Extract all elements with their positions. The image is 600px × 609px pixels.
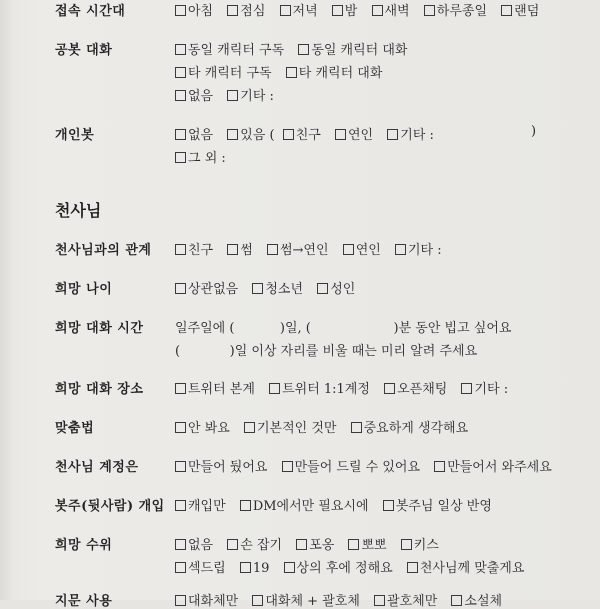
option-dm-only[interactable]	[240, 499, 369, 514]
option-follow-angel[interactable]	[407, 561, 525, 576]
option-label: 하루종일	[436, 4, 487, 19]
cutoff-options	[175, 590, 512, 609]
checkbox[interactable]	[175, 283, 186, 294]
option-label: 키스	[413, 538, 439, 553]
checkbox[interactable]	[175, 595, 186, 606]
option-label: 상의 후에 정해요	[296, 561, 393, 576]
level-line-2	[175, 557, 534, 576]
option-label: 썸	[240, 243, 253, 258]
option-kiss[interactable]	[401, 538, 439, 553]
checkbox[interactable]	[240, 562, 251, 573]
option-label: 있음 (	[240, 128, 275, 143]
option-hug[interactable]	[296, 538, 334, 553]
option-label: 새벽	[384, 4, 410, 19]
option-19[interactable]	[240, 561, 270, 576]
option-paren[interactable]	[374, 594, 437, 609]
checkbox[interactable]	[175, 500, 186, 511]
checkbox[interactable]	[175, 244, 186, 255]
option-label: 트위터 1:1계정	[282, 382, 370, 397]
option-night[interactable]	[332, 4, 358, 19]
option-any[interactable]	[175, 282, 238, 297]
checkbox[interactable]	[395, 244, 406, 255]
option-label: 상관없음	[188, 282, 239, 297]
label-public-bot-chat: 공봇 대화	[55, 43, 113, 58]
option-dialogue-paren[interactable]	[252, 594, 360, 609]
checkbox[interactable]	[175, 129, 186, 140]
option-none[interactable]	[175, 538, 213, 553]
option-same-char-chat[interactable]	[298, 43, 407, 58]
chat-time-line-2[interactable]: ( )일 이상 자리를 비울 때는 미리 알려 주세요	[175, 344, 478, 359]
option-label: 캐입만	[188, 499, 226, 514]
option-label: 없음	[188, 128, 214, 143]
option-important[interactable]	[351, 421, 469, 436]
checkbox[interactable]	[175, 539, 186, 550]
option-label: 연인	[348, 128, 374, 143]
checkbox[interactable]	[348, 539, 359, 550]
checkbox[interactable]	[434, 461, 445, 472]
option-label: 아침	[188, 4, 214, 19]
checkbox[interactable]	[175, 44, 186, 55]
option-label: 썸→연인	[279, 243, 329, 258]
option-twitter-main[interactable]	[175, 382, 255, 397]
option-label: 그 외 :	[188, 151, 226, 166]
checkbox[interactable]	[384, 383, 395, 394]
option-dont-care[interactable]	[175, 421, 230, 436]
option-label: 만들어 뒀어요	[188, 460, 268, 475]
option-discuss[interactable]	[284, 561, 393, 576]
option-label: 연인	[355, 243, 381, 258]
label-chat-place: 희망 대화 장소	[55, 382, 144, 397]
checkbox[interactable]	[461, 383, 472, 394]
option-basic-only[interactable]	[244, 421, 336, 436]
personal-bot-line-2	[175, 147, 236, 166]
option-label: 섹드립	[188, 561, 226, 576]
option-noon[interactable]	[227, 4, 265, 19]
label-chat-time: 희망 대화 시간	[55, 321, 144, 336]
checkbox[interactable]	[387, 129, 398, 140]
option-label: DM에서만 필요시에	[252, 499, 369, 514]
public-bot-line-1	[175, 39, 417, 58]
option-label: 기타 :	[400, 128, 434, 143]
checkbox[interactable]	[175, 422, 186, 433]
checkbox[interactable]	[343, 244, 354, 255]
option-label: 소설체	[464, 594, 503, 609]
checkbox[interactable]	[282, 461, 293, 472]
checkbox[interactable]	[227, 539, 238, 550]
option-label: 성인	[330, 282, 356, 297]
option-some-to-lover[interactable]	[267, 243, 329, 258]
label-cutoff: 지문 사용	[55, 594, 113, 609]
option-label: 트위터 본계	[188, 382, 255, 397]
option-label: 없음	[188, 538, 214, 553]
public-bot-line-3	[175, 85, 284, 104]
option-label: 밤	[344, 4, 358, 19]
checkbox[interactable]	[424, 5, 435, 16]
checkbox[interactable]	[280, 5, 291, 16]
option-label: 안 봐요	[188, 421, 230, 436]
option-label: 기본적인 것만	[256, 421, 337, 436]
option-twitter-1on1[interactable]	[269, 382, 370, 397]
checkbox[interactable]	[284, 562, 295, 573]
option-made[interactable]	[175, 460, 267, 475]
option-label: 타 캐릭터 구독	[188, 66, 272, 81]
checkbox[interactable]	[252, 283, 263, 294]
checkbox[interactable]	[372, 5, 383, 16]
label-level: 희망 수위	[55, 538, 113, 553]
option-other[interactable]	[395, 243, 442, 258]
option-random[interactable]	[501, 4, 539, 19]
option-label: 타 캐릭터 대화	[298, 66, 383, 81]
option-label: 손 잡기	[240, 538, 283, 553]
age-options	[175, 278, 365, 297]
personal-bot-close-paren: )	[531, 124, 537, 139]
checkbox[interactable]	[317, 283, 328, 294]
checkbox[interactable]	[351, 422, 362, 433]
option-label: 포옹	[309, 538, 335, 553]
checkbox[interactable]	[407, 562, 418, 573]
option-label: 19	[252, 561, 270, 576]
checkbox[interactable]	[374, 595, 385, 606]
option-label: 기타 :	[474, 382, 509, 397]
option-other-char-chat[interactable]	[286, 66, 383, 81]
option-label: 저녁	[292, 4, 318, 19]
public-bot-line-2	[175, 62, 392, 81]
checkbox[interactable]	[175, 90, 186, 101]
option-char-only[interactable]	[175, 499, 226, 514]
label-access-time: 접속 시간대	[55, 4, 126, 19]
label-account: 천사님 계정은	[55, 460, 139, 475]
spelling-options	[175, 417, 478, 436]
option-label: 친구	[295, 128, 321, 143]
option-label: 만들어서 와주세요	[447, 460, 552, 475]
option-label: 랜덤	[514, 4, 540, 19]
label-age: 희망 나이	[55, 282, 113, 297]
option-evening[interactable]	[280, 4, 318, 19]
option-label: 기타 :	[240, 89, 274, 104]
checkbox[interactable]	[252, 595, 263, 606]
option-none[interactable]	[175, 128, 213, 143]
option-label: 청소년	[265, 282, 304, 297]
option-label: 오픈채팅	[397, 382, 448, 397]
checkbox[interactable]	[227, 129, 238, 140]
option-label: 동일 캐릭터 구독	[188, 43, 285, 58]
option-novel[interactable]	[451, 594, 502, 609]
level-line-1	[175, 534, 449, 553]
checkbox[interactable]	[451, 595, 462, 606]
option-all-day[interactable]	[424, 4, 487, 19]
option-label: 동일 캐릭터 대화	[311, 43, 408, 58]
option-other[interactable]	[387, 128, 434, 143]
owner-involve-options	[175, 495, 502, 514]
option-label: 뽀뽀	[361, 538, 387, 553]
option-open-chat[interactable]	[384, 382, 447, 397]
section-title-angel: 천사님	[55, 201, 102, 220]
personal-bot-line-1	[175, 124, 444, 143]
checkbox[interactable]	[175, 5, 186, 16]
option-label: 괄호체만	[387, 594, 438, 609]
chat-place-options	[175, 378, 518, 397]
checkbox[interactable]	[175, 67, 186, 78]
option-other[interactable]	[227, 89, 274, 104]
checkbox[interactable]	[227, 5, 238, 16]
checkbox[interactable]	[175, 461, 186, 472]
option-other-char-sub[interactable]	[175, 66, 272, 81]
option-hold-hands[interactable]	[227, 538, 282, 553]
option-sex-joke[interactable]	[175, 561, 226, 576]
checkbox[interactable]	[401, 539, 412, 550]
checkbox[interactable]	[175, 383, 186, 394]
option-can-make[interactable]	[282, 460, 420, 475]
checkbox[interactable]	[286, 67, 297, 78]
option-none[interactable]	[175, 89, 213, 104]
checkbox[interactable]	[227, 90, 238, 101]
option-some[interactable]	[227, 243, 253, 258]
option-label: 천사님께 맞출게요	[419, 561, 525, 576]
option-have[interactable]	[227, 128, 274, 143]
checkbox[interactable]	[296, 539, 307, 550]
account-options	[175, 456, 562, 475]
checkbox[interactable]	[175, 562, 186, 573]
checkbox[interactable]	[298, 44, 309, 55]
option-friend[interactable]	[175, 243, 213, 258]
checkbox[interactable]	[269, 383, 280, 394]
checkbox[interactable]	[332, 5, 343, 16]
option-peck[interactable]	[348, 538, 386, 553]
option-morning[interactable]	[175, 4, 213, 19]
option-label: 만들어 드릴 수 있어요	[294, 460, 421, 475]
option-lover[interactable]	[335, 128, 373, 143]
checkbox[interactable]	[175, 152, 186, 163]
chat-time-line-1[interactable]: 일주일에 ( )일, ( )분 동안 빕고 싶어요	[175, 321, 512, 336]
option-dawn[interactable]	[372, 4, 410, 19]
checkbox[interactable]	[501, 5, 512, 16]
option-please-make[interactable]	[434, 460, 552, 475]
option-label: 점심	[240, 4, 266, 19]
option-label: 대화체만	[188, 594, 239, 609]
option-owner-daily[interactable]	[383, 499, 492, 514]
access-time-options	[175, 0, 549, 19]
option-teen[interactable]	[252, 282, 303, 297]
checkbox[interactable]	[227, 244, 238, 255]
label-spelling: 맞춤법	[55, 421, 95, 436]
option-lover[interactable]	[343, 243, 381, 258]
option-other[interactable]	[461, 382, 508, 397]
option-label: 없음	[188, 89, 214, 104]
label-personal-bot: 개인봇	[55, 128, 95, 143]
option-label: 봇주님 일상 반영	[395, 499, 492, 514]
option-dialogue[interactable]	[175, 594, 238, 609]
checkbox[interactable]	[383, 500, 394, 511]
option-label: 중요하게 생각해요	[363, 421, 469, 436]
option-same-char-sub[interactable]	[175, 43, 284, 58]
option-etc[interactable]	[175, 151, 226, 166]
checkbox[interactable]	[267, 244, 278, 255]
option-friend[interactable]	[283, 128, 321, 143]
checkbox[interactable]	[240, 500, 251, 511]
option-adult[interactable]	[317, 282, 355, 297]
option-label: 대화체 + 괄호체	[265, 594, 360, 609]
checkbox[interactable]	[283, 129, 294, 140]
checkbox[interactable]	[335, 129, 346, 140]
option-label: 기타 :	[407, 243, 442, 258]
option-label: 친구	[188, 243, 214, 258]
relation-options	[175, 239, 452, 258]
label-owner-involve: 봇주(뒷사람) 개입	[55, 499, 165, 514]
label-relation: 천사님과의 관계	[55, 243, 152, 258]
checkbox[interactable]	[244, 422, 255, 433]
